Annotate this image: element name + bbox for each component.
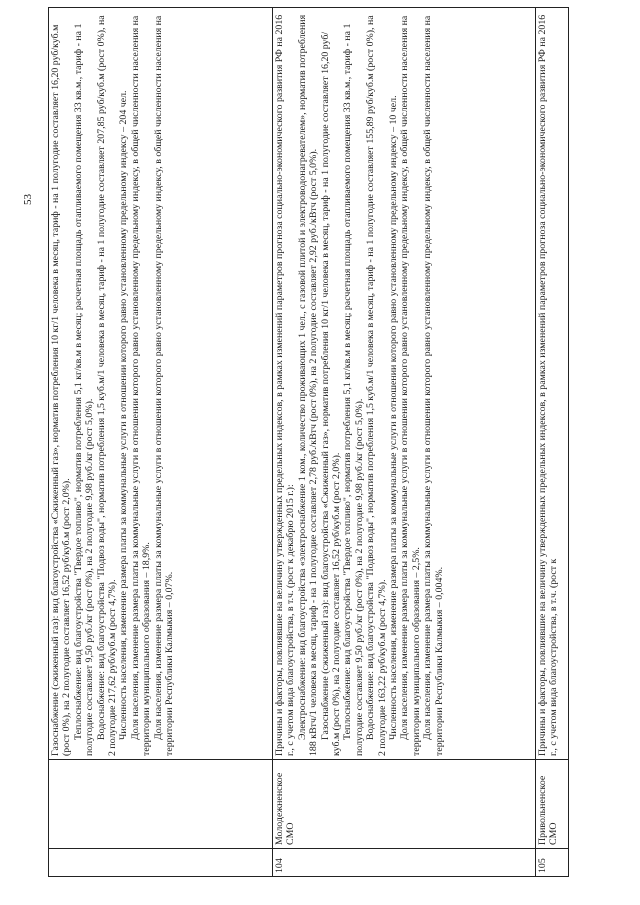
paragraph: Доля населения, изменение размера платы за коммунальные услуги в отношении которого равно установленному предельному индексу, в общей численности населения на территории муниципального образования – 18,9%. [129, 15, 153, 756]
paragraph: Теплоснабжение: вид благоустройства "Твердое топливо", норматив потребления 5,1 кг/кв.м в месяц; расчетная площадь отапливаемого помещения 33 кв.м., тариф - на 1 полугодие составляет 9,50 руб./кг (рост 0%), на 2 полугодие 9,98 руб./кг (рост 5,0%). [72, 23, 96, 756]
municipality-cell [49, 760, 273, 849]
paragraph: Численность населения, изменение размера платы за коммунальные услуги в отношении которого равно установленному предельному индексу – 10 чел. [388, 95, 400, 740]
row-number-cell: 105 [536, 849, 569, 877]
municipality-cell: Привольненское СМО [536, 760, 569, 849]
paragraph: Причины и факторы, повлиявшие на величину утвержденных предельных индексов, в рамках изменений параметров прогноза социально-экономического развития РФ на 2016 г., с учетом вида благоустройства, в т.ч. (рост к [537, 14, 560, 756]
description-cell [536, 8, 569, 760]
paragraph: Доля населения, изменение размера платы за коммунальные услуги в отношении которого равно установленному предельному индексу, в общей численности населения на территории Республики Калмыкия – 0,004%. [422, 15, 445, 756]
row-number-cell [49, 849, 273, 877]
paragraph: Водоснабжение: вид благоустройства "Подвоз воды", норматив потребления 1,5 куб.м/1 человека в месяц, тариф - на 1 полугодие составляет 155,89 руб/куб.м (рост 0%), на 2 полугодие 163,22 руб/куб.м (рост 4,7%). [365, 15, 388, 756]
table-row [536, 8, 569, 877]
table-row [273, 8, 536, 877]
paragraph: Водоснабжение: вид благоустройства "Подвоз воды", норматив потребления 1,5 куб.м/1 человека в месяц, тариф - на 1 полугодие составляет 207,85 руб/куб.м (рост 0%), на 2 полугодие 217,62 руб/куб.м (рост 4,7%). [95, 15, 119, 756]
page-number: 53 [22, 194, 34, 205]
row-number-cell: 104 [273, 849, 536, 877]
paragraph: Теплоснабжение: вид благоустройства "Твердое топливо", норматив потребления 5,1 кг/кв.м в месяц; расчетная площадь отапливаемого помещения 33 кв.м., тариф - на 1 полугодие составляет 9,50 руб./кг (рост 0%), на 2 полугодие 9,98 руб./кг (рост 5,0%). [342, 23, 365, 756]
paragraph: Газоснабжение (сжиженный газ): вид благоустройства «Сжиженный газ», норматив потребления 10 кг/1 человека в месяц, тариф - на 1 полугодие составляет 16,20 руб/куб.м (рост 0%), на 2 полугодие составляет 16,52 руб/куб.м (рост 2,0%). [319, 31, 343, 756]
paragraph: Электроснабжение: вид благоустройства «электроснабжение 1 ком., количество проживающих 1 чел., с газовой плитой и электроводонагревателем», норматив потребления 188 кВтч/1 человека в месяц, тариф - на 1 полугодие составляет 2,78 руб./кВтч (рост 0%), на 2 полугодие составляет 2,92 руб./кВтч (рост 5,0%). [296, 14, 320, 756]
paragraph: Доля населения, изменение размера платы за коммунальные услуги в отношении которого равно установленному предельному индексу, в общей численности населения на территории Республики Калмыкия – 0,07%. [152, 15, 176, 756]
table-row [49, 8, 273, 877]
tariff-table [48, 7, 569, 877]
paragraph: Численность населения, изменение размера платы за коммунальные услуги в отношении которого равно установленному предельному индексу – 204 чел. [118, 90, 130, 740]
description-cell [273, 8, 536, 760]
paragraph: Газоснабжение (сжиженный газ): вид благоустройства «Сжиженный газ», норматив потребления 10 кг/1 человека в месяц, тариф - на 1 полугодие составляет 16,20 руб/куб.м (рост 0%), на 2 полугодие составляет 16,52 руб/куб.м (рост 2,0%). [50, 24, 73, 756]
description-cell [49, 8, 273, 760]
municipality-cell: Молодежненское СМО [273, 760, 536, 849]
paragraph: Причины и факторы, повлиявшие на величину утвержденных предельных индексов, в рамках изменений параметров прогноза социально-экономического развития РФ на 2016 г., с учетом вида благоустройства, в т.ч. (рост к декабрю 2015 г.): [274, 14, 297, 756]
paragraph: Доля населения, изменение размера платы за коммунальные услуги в отношении которого равно установленному предельному индексу, в общей численности населения на территории муниципального образования – 2,5%. [399, 15, 422, 756]
